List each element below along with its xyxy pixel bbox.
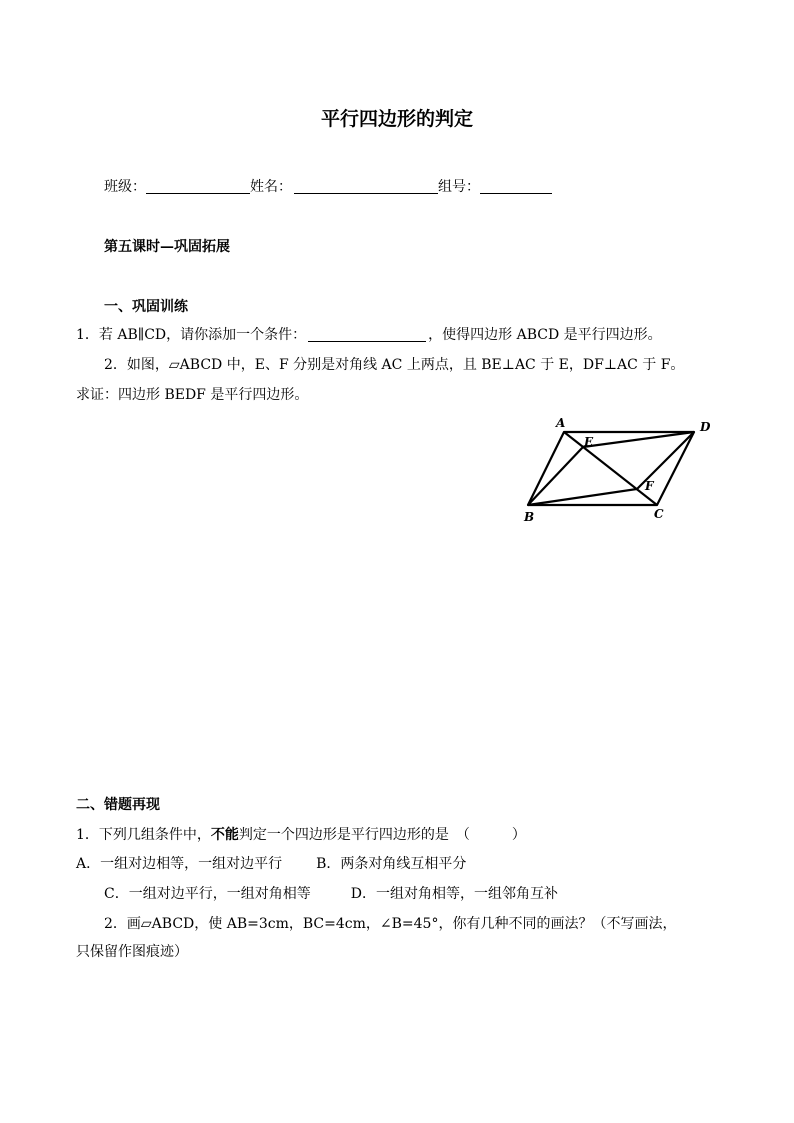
s2-question-2-line2: 只保留作图痕迹） xyxy=(76,944,188,960)
option-b: B．两条对角线互相平分 xyxy=(316,856,467,872)
s1-question-2-line1: 2．如图，▱ABCD 中，E、F 分别是对角线 AC 上两点，且 BE⊥AC 于 E，DF⊥AC 于 F。 xyxy=(104,357,685,373)
class-blank xyxy=(146,179,250,194)
s1-question-1 xyxy=(76,324,662,344)
section2-heading: 二、错题再现 xyxy=(76,797,160,813)
s1-question-2-line2: 求证：四边形 BEDF 是平行四边形。 xyxy=(76,387,309,403)
option-c: C．一组对边平行，一组对角相等 xyxy=(104,886,311,902)
s2-options-row2 xyxy=(104,883,558,903)
option-a: A．一组对边相等，一组对边平行 xyxy=(76,856,283,872)
option-d: D．一组对角相等，一组邻角互补 xyxy=(350,886,558,902)
name-label: 姓名： xyxy=(250,179,292,195)
section1-heading: 一、巩固训练 xyxy=(104,299,188,315)
group-blank xyxy=(480,179,552,194)
s2-options-row1 xyxy=(76,853,466,873)
s1-q1-blank xyxy=(308,327,426,342)
group-label: 组号： xyxy=(438,179,480,195)
s2-q1-emphasis: 不能 xyxy=(210,827,239,843)
parallelogram-figure xyxy=(518,412,728,528)
s2-question-1 xyxy=(76,824,526,844)
s1-q1-prefix: 1．若 AB∥CD，请你添加一个条件： xyxy=(76,327,307,343)
name-blank xyxy=(294,179,438,194)
label-d: D xyxy=(700,420,711,434)
page-title: 平行四边形的判定 xyxy=(320,108,473,130)
label-b: B xyxy=(524,510,535,524)
lesson-heading: 第五课时—巩固拓展 xyxy=(104,239,230,255)
s2-q1-part2: 判定一个四边形是平行四边形的是 （ ） xyxy=(238,827,526,843)
segment-bf xyxy=(528,489,637,505)
label-e: E xyxy=(584,435,594,449)
label-f: F xyxy=(645,479,654,493)
label-a: A xyxy=(556,416,566,430)
class-label: 班级： xyxy=(104,179,146,195)
s1-q1-suffix: ，使得四边形 ABCD 是平行四边形。 xyxy=(428,327,662,343)
segment-ed xyxy=(583,432,694,447)
segment-be xyxy=(528,447,583,505)
student-info-row xyxy=(104,176,552,196)
label-c: C xyxy=(654,507,664,521)
s2-q1-part1: 1．下列几组条件中， xyxy=(76,827,211,843)
s2-question-2-line1: 2．画▱ABCD，使 AB=3cm，BC=4cm，∠B=45°，你有几种不同的画法？（不写画法， xyxy=(104,916,677,932)
